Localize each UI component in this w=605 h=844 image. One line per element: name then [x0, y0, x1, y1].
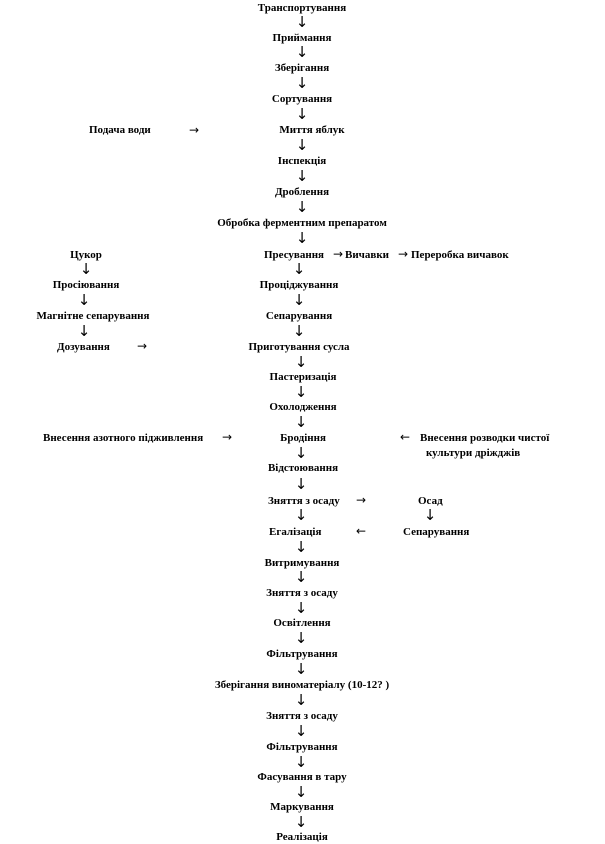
step-filtration-2: Фільтрування: [266, 741, 338, 753]
sifting-label: Просіювання: [52, 279, 120, 291]
water-supply-label: Подача води: [89, 124, 151, 136]
arrow-down-icon: ↓: [294, 753, 308, 771]
arrow-down-icon: ↓: [77, 322, 91, 340]
arrow-down-icon: ↓: [295, 136, 309, 154]
step-clarification: Освітлення: [273, 617, 331, 629]
arrow-left-icon: ←: [400, 430, 411, 444]
arrow-down-icon: ↓: [294, 722, 308, 740]
arrow-down-icon: ↓: [295, 13, 309, 31]
step-racking-2: Зняття з осаду: [266, 587, 338, 599]
step-must-preparation: Приготування сусла: [248, 341, 350, 353]
arrow-right-icon: →: [333, 247, 344, 261]
arrow-down-icon: ↓: [294, 383, 308, 401]
step-settling: Відстоювання: [267, 462, 339, 474]
arrow-down-icon: ↓: [294, 599, 308, 617]
arrow-down-icon: ↓: [294, 629, 308, 647]
step-blending: Егалізація: [269, 526, 322, 538]
arrow-down-icon: ↓: [292, 291, 306, 309]
step-labeling: Маркування: [270, 801, 334, 813]
arrow-down-icon: ↓: [292, 322, 306, 340]
step-transportation: Транспортування: [257, 2, 347, 14]
separation-right-label: Сепарування: [403, 526, 470, 538]
arrow-down-icon: ↓: [294, 506, 308, 524]
arrow-down-icon: ↓: [295, 74, 309, 92]
nitrogen-feeding-label: Внесення азотного підживлення: [43, 432, 204, 444]
step-racking-1: Зняття з осаду: [268, 495, 340, 507]
step-receiving: Приймання: [272, 32, 332, 44]
arrow-down-icon: ↓: [294, 475, 308, 493]
arrow-down-icon: ↓: [295, 105, 309, 123]
arrow-down-icon: ↓: [294, 691, 308, 709]
dosing-label: Дозування: [57, 341, 110, 353]
step-apple-washing: Миття яблук: [279, 124, 345, 136]
sediment-label: Осад: [418, 495, 443, 507]
step-separation: Сепарування: [265, 310, 333, 322]
arrow-down-icon: ↓: [292, 260, 306, 278]
step-cooling: Охолодження: [269, 401, 337, 413]
step-aging: Витримування: [264, 557, 340, 569]
arrow-right-icon: →: [189, 123, 200, 137]
arrow-right-icon: →: [356, 493, 367, 507]
yeast-culture-label-2: культури дріжджів: [426, 447, 521, 459]
step-packaging: Фасування в тару: [257, 771, 347, 783]
step-fermentation: Бродіння: [280, 432, 326, 444]
step-wine-storage: Зберігання виноматеріалу (10-12? ): [214, 679, 390, 691]
arrow-right-icon: →: [137, 339, 148, 353]
step-pasteurization: Пастеризація: [269, 371, 337, 383]
arrow-down-icon: ↓: [295, 198, 309, 216]
step-filtration-1: Фільтрування: [266, 648, 338, 660]
arrow-down-icon: ↓: [294, 444, 308, 462]
arrow-down-icon: ↓: [295, 229, 309, 247]
arrow-down-icon: ↓: [77, 291, 91, 309]
arrow-right-icon: →: [398, 247, 409, 261]
arrow-down-icon: ↓: [79, 260, 93, 278]
arrow-down-icon: ↓: [294, 353, 308, 371]
step-straining: Проціджування: [259, 279, 339, 291]
arrow-down-icon: ↓: [423, 506, 437, 524]
pomace-label: Вичавки: [345, 249, 389, 261]
arrow-left-icon: ←: [356, 524, 367, 538]
step-sale: Реалізація: [276, 831, 328, 843]
step-inspection: Інспекція: [277, 155, 327, 167]
arrow-down-icon: ↓: [294, 783, 308, 801]
arrow-down-icon: ↓: [294, 568, 308, 586]
arrow-right-icon: →: [222, 430, 233, 444]
magnetic-separation-label: Магнітне сепарування: [36, 310, 150, 322]
step-crushing: Дроблення: [274, 186, 330, 198]
arrow-down-icon: ↓: [295, 43, 309, 61]
step-storage: Зберігання: [274, 62, 330, 74]
arrow-down-icon: ↓: [295, 167, 309, 185]
step-enzyme-treatment: Обробка ферментним препаратом: [217, 217, 387, 229]
sugar-label: Цукор: [70, 249, 102, 261]
arrow-down-icon: ↓: [294, 660, 308, 678]
step-sorting: Сортування: [271, 93, 333, 105]
arrow-down-icon: ↓: [294, 813, 308, 831]
step-pressing: Пресування: [264, 249, 324, 261]
yeast-culture-label-1: Внесення розводки чистої: [420, 432, 550, 444]
arrow-down-icon: ↓: [294, 538, 308, 556]
step-racking-3: Зняття з осаду: [266, 710, 338, 722]
arrow-down-icon: ↓: [294, 413, 308, 431]
pomace-processing-label: Переробка вичавок: [411, 249, 509, 261]
